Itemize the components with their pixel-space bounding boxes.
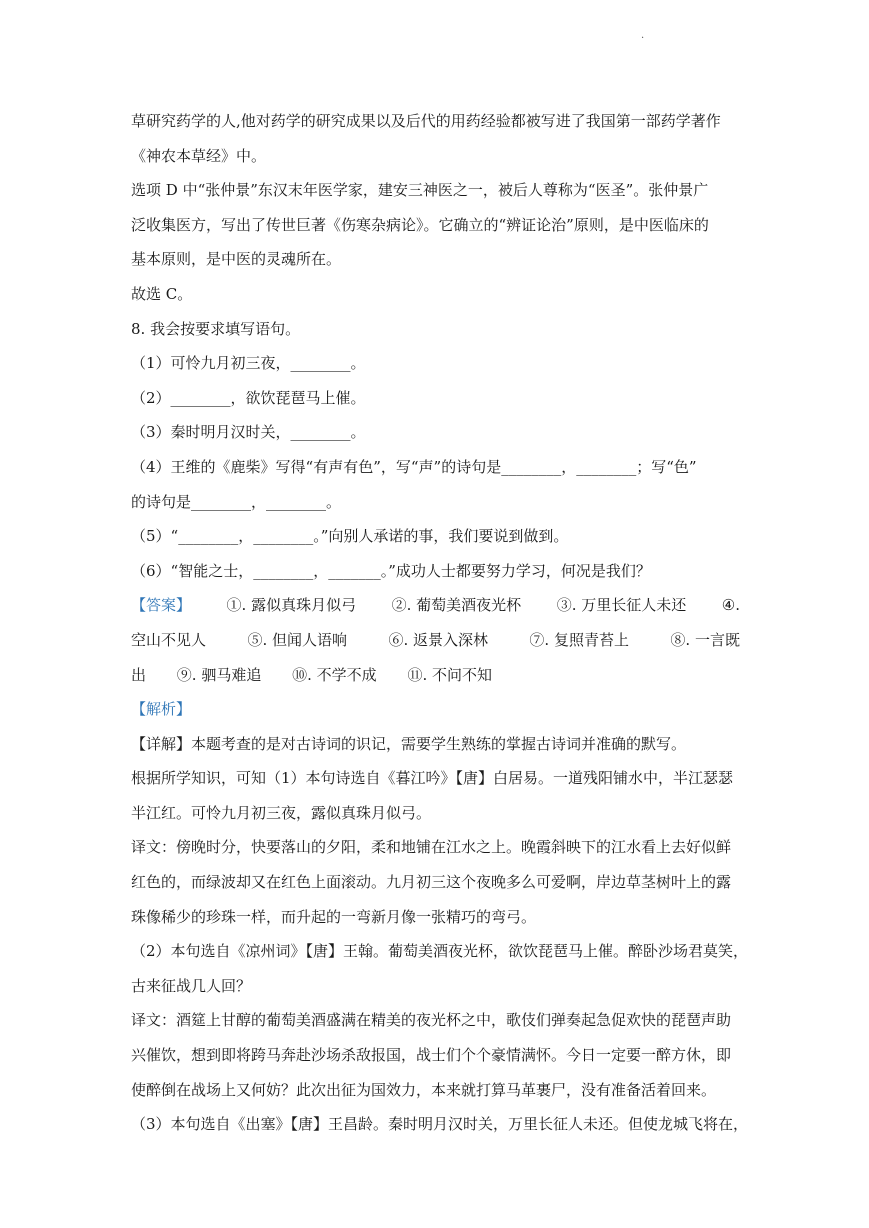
paragraph-line: 选项 D 中“张仲景”东汉末年医学家，建安三神医之一，被后人尊称为“医圣”。张仲景广 (131, 181, 709, 200)
analysis-line: 根据所学知识，可知（1）本句诗选自《暮江吟》【唐】白居易。一道残阳铺水中，半江瑟瑟 (131, 769, 734, 788)
answer-item: ⑨. 驷马难追 (176, 665, 262, 684)
analysis-line: 使醉倒在战场上又何妨？此次出征为国效力，本来就打算马革裹尸，没有准备活着回来。 (131, 1080, 717, 1099)
conclusion-line: 故选 C。 (131, 284, 193, 303)
analysis-line: （2）本句选自《凉州词》【唐】王翰。葡萄美酒夜光杯，欲饮琵琶马上催。醉卧沙场君莫笑， (131, 942, 749, 961)
question-item: （5）“________，________。”向别人承诺的事，我们要说到做到。 (131, 527, 569, 546)
question-title: 8. 我会按要求填写语句。 (131, 319, 301, 338)
answer-item: ⑥. 返景入深林 (388, 630, 488, 649)
analysis-line: 译文：傍晚时分，快要落山的夕阳，柔和地铺在江水之上。晚霞斜映下的江水看上去好似鲜 (131, 838, 732, 857)
analysis-line: 兴催饮，想到即将跨马奔赴沙场杀敌报国，战士们个个豪情满怀。今日一定要一醉方休，即 (131, 1046, 732, 1065)
paragraph-line: 泛收集医方，写出了传世巨著《伤寒杂病论》。它确立的“辨证论治”原则，是中医临床的 (131, 215, 709, 234)
analysis-line: 【详解】本题考查的是对古诗词的识记，需要学生熟练的掌握古诗词并准确的默写。 (131, 734, 687, 753)
document-body (131, 104, 749, 1142)
answer-item: ②. 葡萄美酒夜光杯 (391, 596, 522, 615)
question-item: （3）秦时明月汉时关，________。 (131, 423, 366, 442)
answer-item: ①. 露似真珠月似弓 (226, 596, 357, 615)
answer-row (131, 658, 741, 693)
page-marker-dot: . (641, 30, 645, 41)
answer-item: ⑧. 一言既 (670, 630, 740, 649)
answer-item: 空山不见人 (131, 630, 207, 649)
analysis-line: 红色的，而绿波却又在红色上面滚动。九月初三这个夜晚多么可爱啊，岸边草茎树叶上的露 (131, 873, 732, 892)
paragraph-line: 草研究药学的人,他对药学的研究成果以及后代的用药经验都被写进了我国第一部药学著作 (131, 112, 721, 130)
answer-item: ⑦. 复照青苔上 (529, 630, 629, 649)
answer-row (131, 623, 740, 658)
analysis-line: （3）本句选自《出塞》【唐】王昌龄。秦时明月汉时关，万里长征人未还。但使龙城飞将在， (131, 1115, 749, 1134)
answer-item: ③. 万里长征人未还 (556, 596, 687, 615)
answer-item: ⑤. 但闻人语响 (247, 630, 347, 649)
question-item: 的诗句是________，________。 (131, 492, 342, 511)
question-item: （4）王维的《鹿柴》写得“有声有色”，写“声”的诗句是________，________；写“色” (131, 457, 697, 476)
analysis-line: 半江红。可怜九月初三夜，露似真珠月似弓。 (131, 803, 432, 822)
answer-row (131, 588, 740, 623)
answer-item: ⑪. 不问不知 (407, 665, 492, 684)
answer-label: 【答案】 (131, 596, 192, 615)
question-item: （2）________，欲饮琵琶马上催。 (131, 388, 366, 407)
paragraph-line: 基本原则，是中医的灵魂所在。 (131, 250, 342, 269)
analysis-line: 译文：酒筵上甘醇的葡萄美酒盛满在精美的夜光杯之中，歌伎们弹奏起急促欢快的琵琶声助 (131, 1011, 732, 1030)
analysis-line: 珠像稀少的珍珠一样，而升起的一弯新月像一张精巧的弯弓。 (131, 907, 537, 926)
answer-item: 出 (131, 665, 147, 684)
answer-item: ④. (721, 596, 740, 615)
question-item: （1）可怜九月初三夜，________。 (131, 354, 366, 373)
analysis-label: 【解析】 (131, 700, 192, 719)
analysis-line: 古来征战几人回？ (131, 976, 252, 995)
question-item: （6）“智能之士，________，_______。”成功人士都要努力学习，何况是我们？ (131, 561, 651, 580)
answer-item: ⑩. 不学不成 (292, 665, 377, 684)
paragraph-line: 《神农本草经》中。 (131, 146, 267, 165)
